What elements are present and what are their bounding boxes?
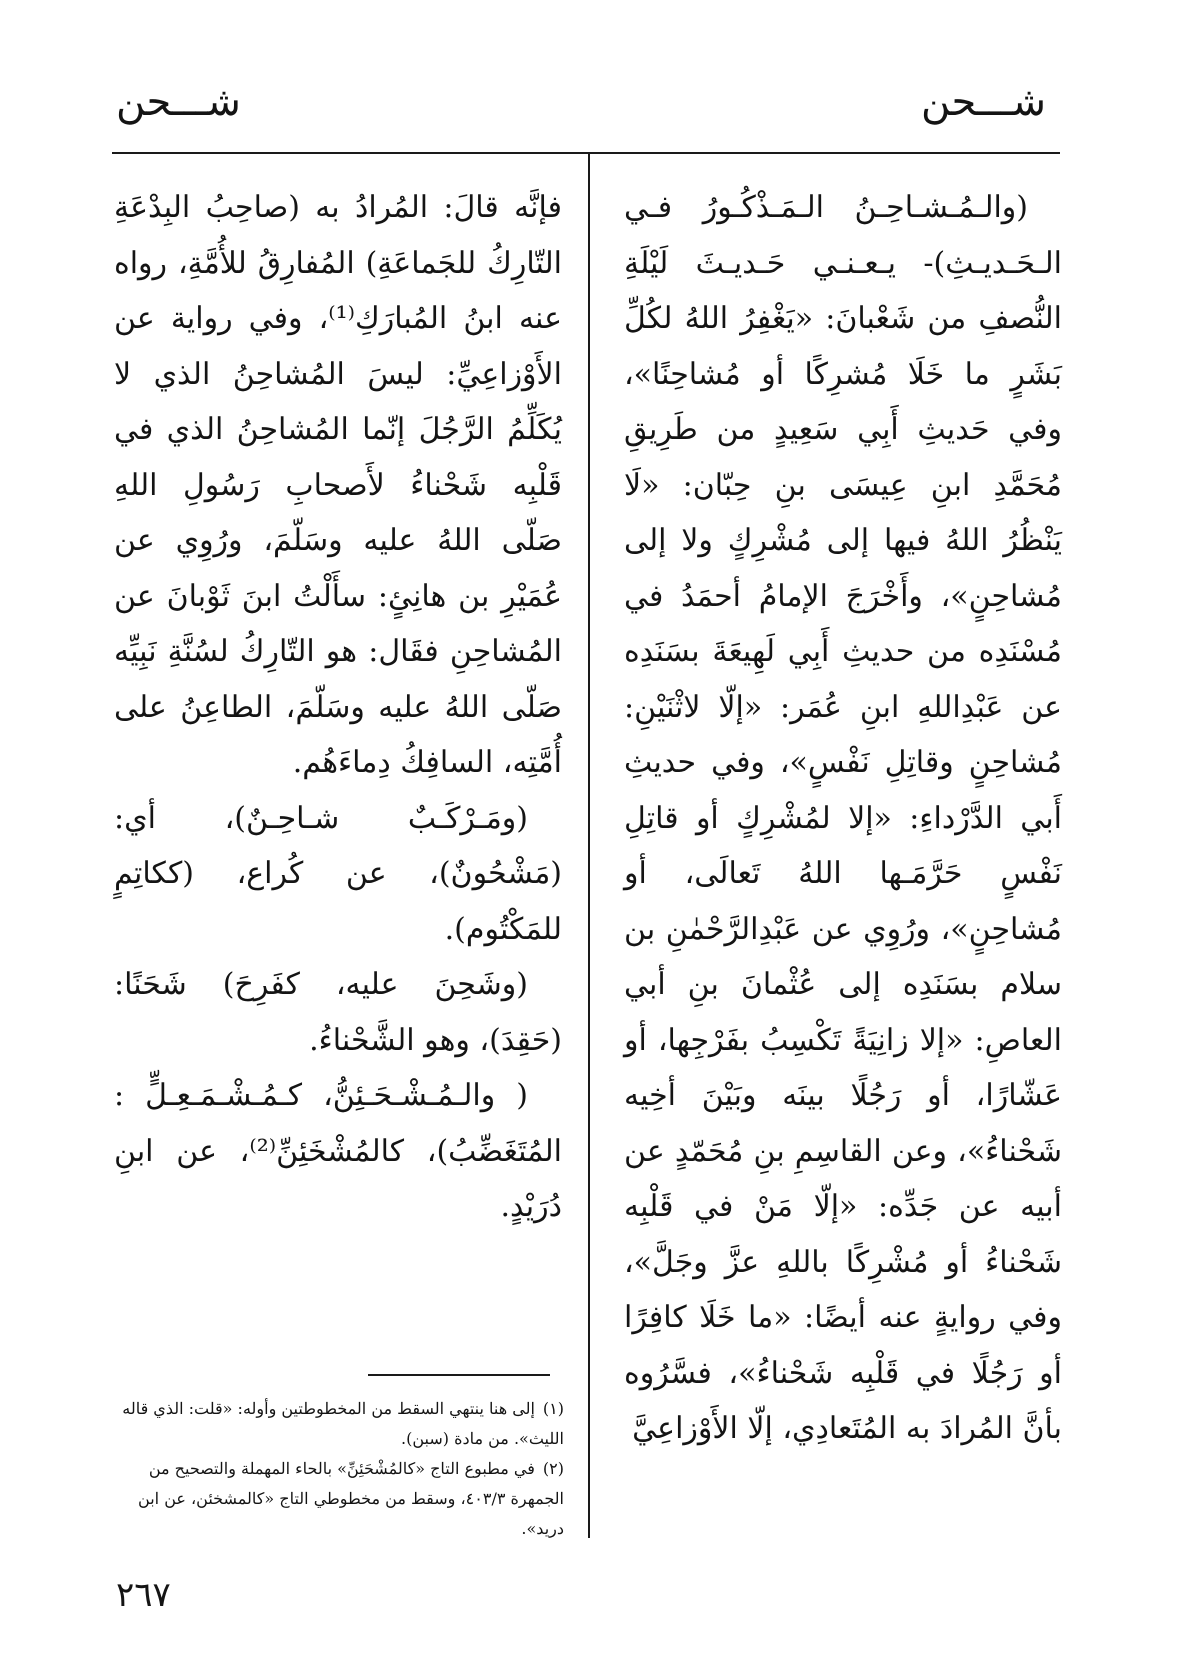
page-number: ٢٦٧ bbox=[116, 1575, 171, 1615]
footnote-text: إلى هنا ينتهي السقط من المخطوطتين وأوله: «قلت: الذي قاله الليث». من مادة (سبن). bbox=[122, 1399, 564, 1448]
left-column-paragraph: فإنَّه قالَ: المُرادُ به (صاحِبُ البِدْعَةِ التّارِكُ للجَماعَةِ) المُفارِقُ للأُمَّةِ، رواه عنه ابنُ المُبارَكِ⁽¹⁾، وفي رواية عن الأَوْزاعِيِّ: ليسَ المُشاحِنُ الذي لا يُكَلِّمُ الرَّجُلَ إنّما المُشاحِنُ الذي في قَلْبِه شَحْناءُ لأَصحابِ رَسُولِ اللهِ صَلّى اللهُ عليه وسَلّمَ، ورُوِي عن عُمَيْرِ بن هانِئٍ: سأَلْتُ ابنَ ثَوْبانَ عن المُشاحِنِ فقَال: هو التّارِكُ لسُنَّةِ نَبِيِّه صَلّى اللهُ عليه وسَلّمَ، الطاعِنُ على أُمَّتِه، السافِكُ دِماءَهُم. bbox=[114, 190, 562, 780]
right-column-paragraph: (والـمُـشـاحِـنُ الـمَـذْكُـورُ فـي الـحَـديـثِ)- يـعـنـي حَـديـثَ لَيْلَةِ النُّصفِ من شَعْبانَ: «يَغْفِرُ اللهُ لكُلِّ بَشَرٍ ما خَلَا مُشرِكًا أو مُشاحِنًا»، وفي حَديثِ أَبِي سَعِيدٍ من طَرِيقِ مُحَمَّدِ ابنِ عِيسَى بنِ حِبّان: «لَا يَنْظُرُ اللهُ فيها إلى مُشْرِكٍ ولا إلى مُشاحِنٍ»، وأَخْرَجَ الإمامُ أحمَدُ في مُسْنَدِه من حديثِ أَبِي لَهِيعَةَ بسَنَدِه عن عَبْدِاللهِ ابنِ عُمَر: «إلّا لاثْنَيْنِ: مُشاحِنٍ وقاتِلِ نَفْسٍ»، وفي حديثِ أَبي الدَّرْداءِ: «إلا لمُشْرِكٍ أو قاتِلِ نَفْسٍ حَرَّمَـها اللهُ تَعالَى، أو مُشاحِنٍ»، ورُوِي عن عَبْدِالرَّحْمٰنِ بن سلام بسَنَدِه إلى عُثْمانَ بنِ أبي العاصِ: «إلا زانِيَةً تَكْسِبُ بفَرْجِها، أو عَشّارًا، أو رَجُلًا بينَه وبَيْنَ أخِيه شَحْناءُ»، وعن القاسِمِ بنِ مُحَمّدٍ عن أبيه عن جَدِّه: «إلّا مَنْ في قَلْبِه شَحْناءُ أو مُشْرِكًا باللهِ عزَّ وجَلَّ»، وفي روايةٍ عنه أيضًا: «ما خَلَا كافِرًا أو رَجُلًا في قَلْبِه شَحْناءُ»، فسَّرُوه بأنَّ المُرادَ به المُتَعادِي، إلّا الأَوْزاعِيَّ bbox=[624, 190, 1062, 1446]
left-column-paragraph: (ومَـرْكَـبٌ شـاحِـنٌ)، أي: (مَشْحُونٌ)، عن كُراع، (ككاتِمٍ للمَكْتُوم). bbox=[114, 800, 562, 947]
footnote-marker: (٢) bbox=[542, 1459, 564, 1478]
footnote-rule bbox=[368, 1374, 550, 1376]
right-column bbox=[624, 180, 1062, 1457]
footnote-marker: (١) bbox=[542, 1399, 564, 1418]
running-header-right: شـــحن bbox=[921, 79, 1046, 125]
column-divider bbox=[588, 152, 590, 1538]
left-column-paragraph: (وشَحِنَ عليه، كفَرِحَ) شَحَنًا: (حَقِدَ)، وهو الشَّحْناءُ. bbox=[114, 967, 562, 1058]
footnote-text: في مطبوع التاج «كالمُشْحَئِنِّ» بالحاء المهملة والتصحيح من الجمهرة ٤٠٣/٣، وسقط من مخطوطي التاج «كالمشخئن، عن ابن دريد». bbox=[138, 1459, 564, 1538]
running-header-left: شـــحن bbox=[116, 79, 241, 125]
footnotes bbox=[114, 1394, 564, 1544]
footnote bbox=[114, 1454, 564, 1544]
left-column-paragraph: ( والـمُـشْـحَـئِنُّ، كـمُـشْـمَـعِـلٍّ : المُتَغَضِّبُ)، كالمُشْخَئِنِّ⁽²⁾، عن ابنِ دُرَيْدٍ. bbox=[114, 1078, 562, 1224]
footnote bbox=[114, 1394, 564, 1454]
left-column bbox=[114, 180, 562, 1235]
header-rule bbox=[112, 152, 1060, 154]
